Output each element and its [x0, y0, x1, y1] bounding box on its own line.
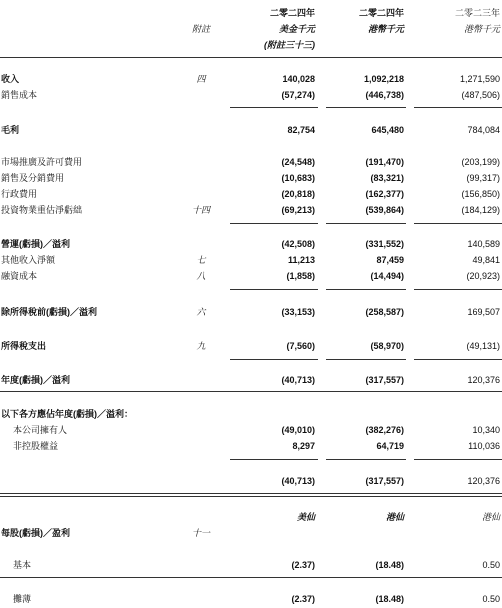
col2-year: 二零二四年: [358, 8, 404, 18]
row-value-hkd-2023: 0.50: [482, 560, 500, 570]
row-label: 基本: [13, 560, 32, 570]
row-value-hkd-2024: (191,470): [365, 157, 404, 167]
row-value-usd-2024: 11,213: [287, 255, 315, 265]
row-value-usd-2024: (33,153): [281, 307, 315, 317]
row-value-hkd-2023: (487,506): [461, 90, 500, 100]
col1-year: 二零二四年: [269, 8, 315, 18]
header-divider: [0, 57, 502, 58]
row-value-hkd-2023: (99,317): [466, 173, 500, 183]
attributable-heading: 以下各方應佔年度(虧損)／溢利：: [1, 409, 133, 419]
subtotal-rule: [230, 359, 318, 360]
row-value-hkd-2024: (162,377): [365, 189, 404, 199]
row-value-hkd-2023: (156,850): [461, 189, 500, 199]
row-note: 六: [196, 307, 206, 317]
row-note: 七: [196, 255, 206, 265]
row-label: 營運(虧損)／溢利: [1, 239, 70, 249]
eps-unit-usd: 美仙: [296, 512, 315, 522]
row-value-hkd-2023: (184,129): [461, 205, 500, 215]
row-value-hkd-2024: (317,557): [365, 476, 404, 486]
row-value-hkd-2023: 10,340: [472, 425, 500, 435]
row-value-hkd-2024: (382,276): [365, 425, 404, 435]
row-value-usd-2024: 8,297: [292, 441, 315, 451]
row-value-hkd-2024: (14,494): [370, 271, 404, 281]
row-value-hkd-2023: 169,507: [467, 307, 500, 317]
subtotal-rule: [230, 107, 318, 108]
subtotal-rule: [326, 359, 406, 360]
subtotal-rule: [230, 289, 318, 290]
col2-unit: 港幣千元: [367, 24, 404, 34]
row-note: 十四: [191, 205, 210, 215]
row-note: 八: [196, 271, 206, 281]
subtotal-rule: [326, 459, 406, 460]
subtotal-rule: [326, 289, 406, 290]
col3-unit: 港幣千元: [463, 24, 500, 34]
subtotal-rule: [414, 107, 502, 108]
row-value-hkd-2023: 0.50: [482, 594, 500, 604]
row-value-hkd-2024: (58,970): [370, 341, 404, 351]
row-label: 銷售及分銷費用: [1, 173, 65, 183]
subtotal-rule: [414, 223, 502, 224]
subtotal-rule: [414, 459, 502, 460]
row-label: 除所得稅前(虧損)／溢利: [1, 307, 97, 317]
row-value-hkd-2024: 1,092,218: [363, 74, 404, 84]
row-note: 九: [196, 341, 206, 351]
note-column-header: 附註: [191, 24, 210, 34]
subtotal-rule: [326, 107, 406, 108]
row-value-hkd-2024: (18.48): [375, 594, 404, 604]
row-value-usd-2024: 140,028: [282, 74, 315, 84]
row-label: 年度(虧損)／溢利: [1, 375, 70, 385]
row-value-usd-2024: (57,274): [281, 90, 315, 100]
col1-note: (附註三十三): [264, 40, 315, 50]
row-value-usd-2024: (2.37): [291, 560, 315, 570]
row-value-hkd-2024: (539,864): [365, 205, 404, 215]
subtotal-rule: [230, 223, 318, 224]
section-divider: [0, 577, 502, 578]
row-value-usd-2024: (42,508): [281, 239, 315, 249]
row-value-hkd-2024: 87,459: [376, 255, 404, 265]
row-value-usd-2024: (2.37): [291, 594, 315, 604]
row-label: 其他收入淨額: [1, 255, 56, 265]
row-label: 投資物業重估淨虧絀: [1, 205, 83, 215]
row-label: 所得稅支出: [1, 341, 47, 351]
row-value-usd-2024: (40,713): [281, 375, 315, 385]
row-value-usd-2024: (1,858): [286, 271, 315, 281]
row-label: 市場推廣及許可費用: [1, 157, 83, 167]
row-value-hkd-2024: (83,321): [370, 173, 404, 183]
row-value-usd-2024: (40,713): [281, 476, 315, 486]
row-label: 每股(虧損)／盈利: [1, 528, 70, 538]
row-label: 毛利: [1, 125, 20, 135]
row-label: 攤薄: [13, 594, 32, 604]
subtotal-rule: [326, 223, 406, 224]
eps-unit-hkd-2023: 港仙: [481, 512, 500, 522]
row-value-usd-2024: (20,818): [281, 189, 315, 199]
row-value-hkd-2023: 140,589: [467, 239, 500, 249]
row-label: 銷售成本: [1, 90, 38, 100]
total-double-rule: [0, 493, 502, 497]
row-value-hkd-2024: (18.48): [375, 560, 404, 570]
subtotal-rule: [414, 289, 502, 290]
row-label: 本公司擁有人: [13, 425, 68, 435]
row-value-usd-2024: 82,754: [287, 125, 315, 135]
row-value-usd-2024: (7,560): [286, 341, 315, 351]
row-note: 十一: [191, 528, 210, 538]
row-label: 行政費用: [1, 189, 38, 199]
row-value-usd-2024: (10,683): [281, 173, 315, 183]
row-value-hkd-2023: (203,199): [461, 157, 500, 167]
row-value-hkd-2023: 49,841: [472, 255, 500, 265]
section-divider: [0, 391, 502, 392]
row-value-usd-2024: (49,010): [281, 425, 315, 435]
subtotal-rule: [230, 459, 318, 460]
row-note: 四: [196, 74, 206, 84]
row-value-usd-2024: (24,548): [281, 157, 315, 167]
row-value-hkd-2023: (49,131): [466, 341, 500, 351]
row-value-hkd-2023: 120,376: [467, 375, 500, 385]
row-value-hkd-2024: (317,557): [365, 375, 404, 385]
row-label: 非控股權益: [13, 441, 59, 451]
row-value-hkd-2024: 645,480: [371, 125, 404, 135]
eps-unit-hkd-2024: 港仙: [385, 512, 404, 522]
row-value-hkd-2023: 110,036: [468, 441, 500, 451]
row-label: 收入: [1, 74, 20, 84]
col1-unit: 美金千元: [278, 24, 315, 34]
row-value-hkd-2024: (446,738): [365, 90, 404, 100]
row-value-hkd-2023: 1,271,590: [459, 74, 500, 84]
subtotal-rule: [414, 359, 502, 360]
row-value-hkd-2024: 64,719: [376, 441, 404, 451]
row-value-usd-2024: (69,213): [281, 205, 315, 215]
row-value-hkd-2024: (331,552): [365, 239, 404, 249]
row-label: 融資成本: [1, 271, 38, 281]
row-value-hkd-2023: (20,923): [466, 271, 500, 281]
col3-year: 二零二三年: [454, 8, 500, 18]
row-value-hkd-2024: (258,587): [365, 307, 404, 317]
row-value-hkd-2023: 784,084: [467, 125, 500, 135]
row-value-hkd-2023: 120,376: [467, 476, 500, 486]
